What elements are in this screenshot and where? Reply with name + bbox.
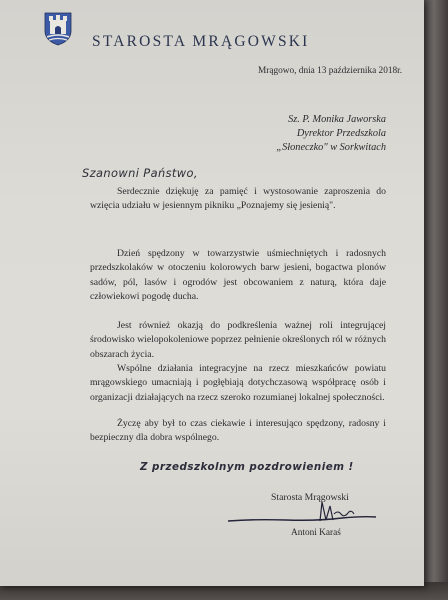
recipient-block <box>276 113 386 155</box>
recipient-name: Sz. P. Monika Jaworska <box>288 114 386 125</box>
organization-name: STAROSTA MRĄGOWSKI <box>92 33 310 50</box>
salutation: Szanowni Państwo, <box>82 166 198 180</box>
handwritten-signature <box>224 496 384 530</box>
letter-paragraph: Jest również okazją do podkreślenia ważnej roli integrującej środowisko wielopokoleniowe poprzez pełnienie określonych ról w różnych obszarach życia. <box>90 320 386 360</box>
letter-paragraph: Wspólne działania integracyjne na rzecz mieszkańców powiatu mrągowskiego umacniają i pogłębiają dotychczasową współpracę osób i organizacji działających na rzecz szeroko rozumianej lokalnej społeczności. <box>90 363 386 403</box>
coat-of-arms-icon <box>44 12 72 46</box>
background-surface <box>420 0 448 600</box>
letter-paragraph: Serdecznie dziękuję za pamięć i wystosowanie zaproszenia do wzięcia udziału w jesiennym pikniku „Poznajemy się jesienią". <box>90 186 386 212</box>
signatory-name: Antoni Karaś <box>291 528 341 538</box>
closing-greeting: Z przedszkolnym pozdrowieniem ! <box>140 461 354 473</box>
recipient-position: Dyrektor Przedszkola <box>296 128 386 139</box>
letter-paragraph: Życzę aby był to czas ciekawie i interesująco spędzony, radosny i bezpieczny dla dobra wspólnego. <box>90 418 386 444</box>
recipient-institution: „Słoneczko" w Sorkwitach <box>276 142 386 153</box>
signatory-title: Starosta Mrągowski <box>271 492 349 503</box>
letter-paragraph: Dzień spędzony w towarzystwie uśmiechniętych i radosnych przedszkolaków w otoczeniu kolorowych barw jesieni, bogactwa plonów sadów, pól, lasów i ogrodów jest obcowaniem z naturą, która daje człowiekowi pogodę ducha. <box>90 248 386 302</box>
place-and-date: Mrągowo, dnia 13 października 2018r. <box>258 66 403 76</box>
